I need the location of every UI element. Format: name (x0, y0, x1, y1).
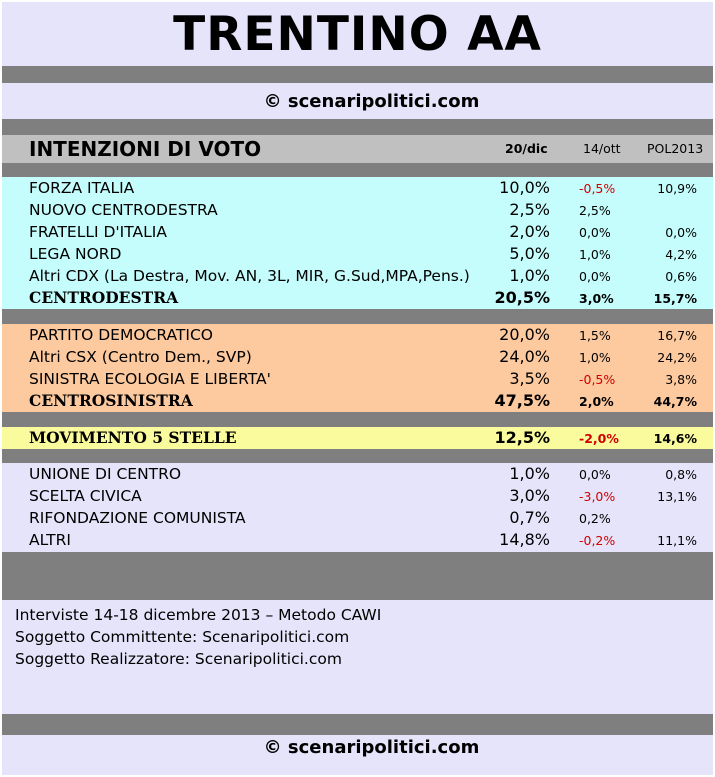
value-14ott: 1,0% (579, 350, 611, 365)
value-14ott: -0,5% (579, 181, 616, 196)
value-20dic: 2,0% (509, 222, 550, 241)
copyright-bottom: © scenaripolitici.com (2, 735, 713, 760)
separator (2, 163, 713, 177)
value-pol2013: 14,6% (653, 431, 697, 446)
separator (2, 449, 713, 463)
value-20dic: 12,5% (494, 428, 550, 447)
value-pol2013: 4,2% (665, 247, 697, 262)
value-14ott: 1,5% (579, 328, 611, 343)
separator (2, 714, 713, 735)
column-header-20dic: 20/dic (505, 141, 548, 156)
value-14ott: 0,2% (579, 511, 611, 526)
table-row (2, 346, 713, 368)
value-pol2013: 0,8% (665, 467, 697, 482)
total-row-centrosinistra (2, 390, 713, 412)
value-20dic: 1,0% (509, 266, 550, 285)
table-row (2, 485, 713, 507)
value-pol2013: 13,1% (657, 489, 697, 504)
value-14ott: 0,0% (579, 467, 611, 482)
value-14ott: 1,0% (579, 247, 611, 262)
party-label: PARTITO DEMOCRATICO (29, 326, 213, 344)
party-label: UNIONE DI CENTRO (29, 465, 182, 483)
value-14ott: 3,0% (579, 291, 614, 306)
value-pol2013: 24,2% (657, 350, 697, 365)
party-label: SCELTA CIVICA (29, 487, 142, 505)
party-label: NUOVO CENTRODESTRA (29, 201, 218, 219)
party-label: Altri CSX (Centro Dem., SVP) (29, 348, 252, 366)
party-label: FRATELLI D'ITALIA (29, 223, 167, 241)
copyright-top: © scenaripolitici.com (2, 83, 713, 119)
value-20dic: 0,7% (509, 508, 550, 527)
note-committente: Soggetto Committente: Scenaripolitici.com (15, 628, 350, 646)
value-pol2013: 11,1% (657, 533, 697, 548)
separator (2, 552, 713, 600)
table-row (2, 243, 713, 265)
separator (2, 309, 713, 324)
party-label: CENTROSINISTRA (29, 391, 193, 410)
table-row (2, 507, 713, 529)
value-pol2013: 0,6% (665, 269, 697, 284)
party-label: Altri CDX (La Destra, Mov. AN, 3L, MIR, G.Sud,MPA,Pens.) (29, 267, 470, 285)
table-row (2, 265, 713, 287)
column-header-14ott: 14/ott (583, 141, 621, 156)
value-20dic: 1,0% (509, 464, 550, 483)
value-pol2013: 44,7% (653, 394, 697, 409)
table-header-title: INTENZIONI DI VOTO (29, 137, 262, 161)
table-row (2, 529, 713, 551)
page-title: TRENTINO AA (2, 2, 713, 66)
value-20dic: 14,8% (499, 530, 550, 549)
value-14ott: 2,5% (579, 203, 611, 218)
separator (2, 119, 713, 135)
value-20dic: 24,0% (499, 347, 550, 366)
table-row (2, 463, 713, 485)
value-pol2013: 16,7% (657, 328, 697, 343)
value-14ott: 2,0% (579, 394, 614, 409)
value-20dic: 20,5% (494, 288, 550, 307)
value-20dic: 5,0% (509, 244, 550, 263)
table-row (2, 324, 713, 346)
table-row (2, 199, 713, 221)
value-14ott: -0,5% (579, 372, 616, 387)
value-20dic: 10,0% (499, 178, 550, 197)
separator (2, 412, 713, 427)
value-14ott: -0,2% (579, 533, 616, 548)
value-20dic: 3,0% (509, 486, 550, 505)
note-method: Interviste 14-18 dicembre 2013 – Metodo CAWI (15, 606, 382, 624)
value-20dic: 3,5% (509, 369, 550, 388)
separator (2, 66, 713, 83)
party-label: MOVIMENTO 5 STELLE (29, 428, 237, 447)
party-label: ALTRI (29, 531, 71, 549)
value-20dic: 2,5% (509, 200, 550, 219)
value-14ott: -2,0% (579, 431, 619, 446)
value-14ott: 0,0% (579, 269, 611, 284)
value-14ott: -3,0% (579, 489, 616, 504)
party-label: LEGA NORD (29, 245, 122, 263)
note-realizzatore: Soggetto Realizzatore: Scenaripolitici.com (15, 650, 342, 668)
column-header-pol2013: POL2013 (647, 141, 704, 156)
value-pol2013: 15,7% (653, 291, 697, 306)
party-label: RIFONDAZIONE COMUNISTA (29, 509, 246, 527)
party-label: FORZA ITALIA (29, 179, 135, 197)
value-14ott: 0,0% (579, 225, 611, 240)
party-label: CENTRODESTRA (29, 288, 179, 307)
value-pol2013: 3,8% (665, 372, 697, 387)
total-row-m5s (2, 427, 713, 449)
table-header (2, 135, 713, 163)
value-pol2013: 10,9% (657, 181, 697, 196)
total-row-centrodestra (2, 287, 713, 309)
footer-strip (2, 760, 713, 775)
value-20dic: 47,5% (494, 391, 550, 410)
value-20dic: 20,0% (499, 325, 550, 344)
party-label: SINISTRA ECOLOGIA E LIBERTA' (29, 370, 271, 388)
table-row (2, 368, 713, 390)
value-pol2013: 0,0% (665, 225, 697, 240)
table-row (2, 177, 713, 199)
table-row (2, 221, 713, 243)
